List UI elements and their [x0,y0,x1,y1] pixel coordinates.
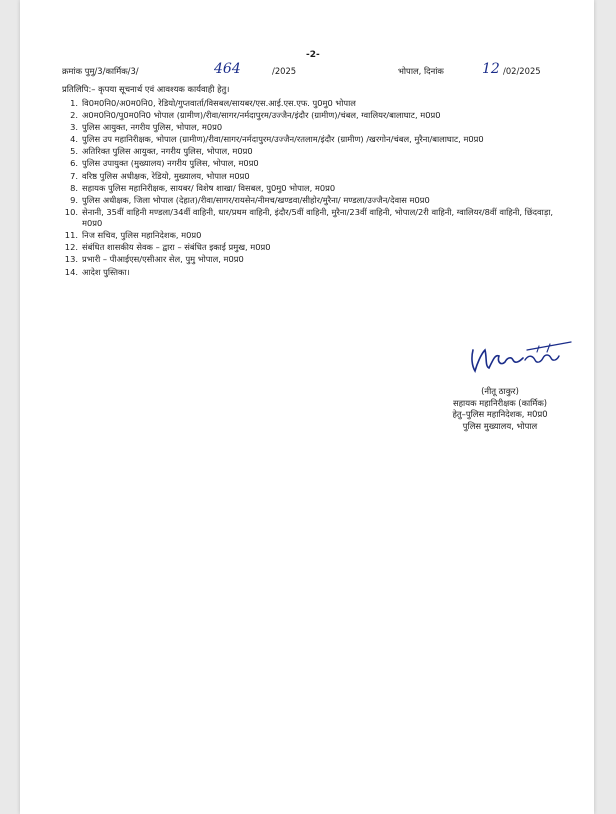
recipient-number: 8. [70,182,78,193]
recipient-number: 10. [64,206,78,217]
recipient-text: अतिरिक्त पुलिस आयुक्त, नगरीय पुलिस, भोपाल, म0प्र0 [82,146,253,157]
recipient-text: सहायक पुलिस महानिरीक्षक, सायबर/ विशेष शाखा/ विसबल, पु0मु0 भोपाल, म0प्र0 [82,182,336,193]
recipient-item [62,158,572,169]
recipient-item [62,183,572,194]
copy-to-line: प्रतिलिपि:– कृपया सूचनार्थ एवं आवश्यक कार्यवाही हेतु। [62,84,230,94]
recipient-number: 5. [70,146,78,157]
reference-line [62,61,562,80]
recipient-number: 1. [70,98,78,108]
recipient-text: पुलिस अधीक्षक, जिला भोपाल (देहात)/रीवा/सागर/रायसेन/नीमच/खण्डवा/सीहोर/मुरैना/ मण्डला/उज्जैन/देवास म0प्र0 [82,194,430,205]
recipient-text: प्रभारी – पीआईएस/एसीआर सेल, पुमु भोपाल, म0प्र0 [82,254,244,265]
recipient-item [62,110,572,121]
recipient-text: पुलिस आयुक्त, नगरीय पुलिस, भोपाल, म0प्र0 [82,122,223,133]
recipient-item [62,242,572,253]
signatory-name: (नीतू ठाकुर) [481,386,519,396]
recipient-number: 3. [70,122,78,133]
recipient-number: 14. [64,266,78,277]
signatory-block [420,386,580,432]
recipient-item [62,267,572,278]
page-number: -2- [306,50,320,60]
recipient-number: 12. [64,242,78,253]
recipient-item [62,98,572,109]
recipient-item [62,122,572,133]
recipient-item [62,254,572,265]
recipient-number: 7. [70,170,78,181]
recipient-number: 9. [70,194,78,205]
handwritten-signature [467,340,577,380]
recipient-number: 2. [70,110,78,121]
reference-year: /2025 [272,66,297,76]
recipient-item [62,230,572,241]
recipient-item [62,207,572,230]
signatory-office: पुलिस मुख्यालय, भोपाल [462,420,538,431]
recipient-text: वि0म0नि0/अ0म0नि0, रेडियो/गुप्तवार्ता/विसबल/सायबर/एस.आई.एस.एफ. पु0मु0 भोपाल [82,98,356,108]
recipient-item [62,146,572,157]
recipient-number: 11. [64,230,78,241]
recipient-number: 6. [70,158,78,169]
date-month-year: /02/2025 [503,66,541,76]
recipient-text: पुलिस उपायुक्त (मुख्यालय) नगरीय पुलिस, भोपाल, म0प्र0 [82,158,259,169]
reference-prefix: क्रमांक पुमु/3/कार्मिक/3/ [62,66,139,76]
reference-number-handwritten: 464 [214,61,241,77]
recipient-number: 4. [70,134,78,145]
date-day-handwritten: 12 [482,61,500,77]
recipient-item [62,134,572,145]
recipient-item [62,171,572,182]
recipient-item [62,195,572,206]
recipient-list [62,98,572,279]
document-page [20,0,594,814]
recipient-text: आदेश पुस्तिका। [82,266,130,277]
place-date-label: भोपाल, दिनांक [398,66,444,76]
signatory-designation: सहायक महानिरीक्षक (कार्मिक) [452,397,548,408]
recipient-text: निज सचिव, पुलिस महानिदेशक, म0प्र0 [82,230,202,241]
recipient-text: संबंधित शासकीय सेवक – द्वारा – संबंधित इकाई प्रमुख, म0प्र0 [82,242,271,253]
recipient-text: पुलिस उप महानिरीक्षक, भोपाल (ग्रामीण)/रीवा/सागर/नर्मदापुरम/उज्जैन/रतलाम/इंदौर (ग्रामीण) /खरगोन/चंबल, मुरैना/बालाघाट, म0प्र0 [82,134,484,145]
recipient-text: अ0म0नि0/पु0म0नि0 भोपाल (ग्रामीण)/रीवा/सागर/नर्मदापुरम/उज्जैन/इंदौर (ग्रामीण)/चंबल, ग्वालियर/बालाघाट, म0प्र0 [82,110,441,121]
signatory-for-line: हेतु–पुलिस महानिदेशक, म0प्र0 [452,409,548,420]
recipient-text: वरिष्ठ पुलिस अधीक्षक, रेडियो, मुख्यालय, भोपाल म0प्र0 [82,170,250,181]
recipient-number: 13. [64,254,78,265]
recipient-text: सेनानी, 35वीं वाहिनी मण्डला/34वीं वाहिनी, धार/प्रथम वाहिनी, इंदौर/5वीं वाहिनी, मुरैना/23वीं वाहिनी, भोपाल/2री वाहिनी, ग्वालियर/8वीं वाहिनी, छिंदवाड़ा, म0प्र0 [82,206,554,229]
